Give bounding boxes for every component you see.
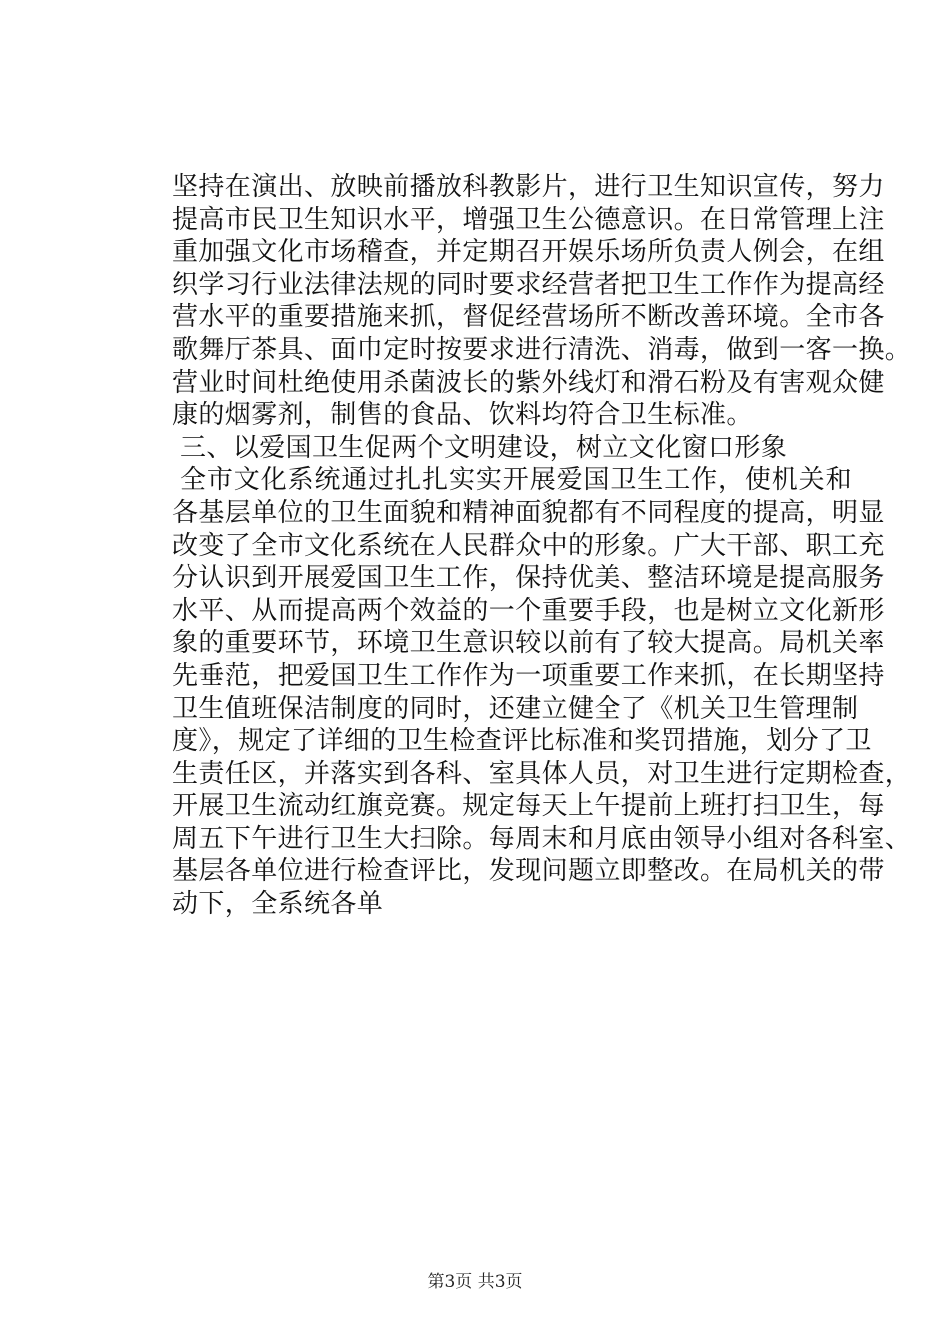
text-line-2: 提高市民卫生知识水平，增强卫生公德意识。在日常管理上注 xyxy=(172,204,885,235)
section-heading: 三、以爱国卫生促两个文明建设，树立文化窗口形象 xyxy=(180,432,788,463)
text-line-23: 动下，全系统各单 xyxy=(172,889,384,920)
text-line-7: 营业时间杜绝使用杀菌波长的紫外线灯和滑石粉及有害观众健 xyxy=(172,367,885,398)
page-footer xyxy=(0,1272,950,1292)
text-line-18: 度》，规定了详细的卫生检查评比标准和奖罚措施，划分了卫 xyxy=(172,726,872,757)
document-body xyxy=(172,171,912,921)
text-line-11: 各基层单位的卫生面貌和精神面貌都有不同程度的提高，明显 xyxy=(172,497,885,528)
text-line-5: 营水平的重要措施来抓，督促经营场所不断改善环境。全市各 xyxy=(172,302,885,333)
page-number-label: 第3页 共3页 xyxy=(427,1272,523,1292)
text-line-10: 全市文化系统通过扎扎实实开展爱国卫生工作，使机关和 xyxy=(180,465,852,496)
text-line-8: 康的烟雾剂，制售的食品、饮料均符合卫生标准。 xyxy=(172,400,753,431)
text-line-21: 周五下午进行卫生大扫除。每周末和月底由领导小组对各科室、 xyxy=(172,823,912,854)
text-line-15: 象的重要环节，环境卫生意识较以前有了较大提高。局机关率 xyxy=(172,628,885,659)
text-line-14: 水平、从而提高两个效益的一个重要手段，也是树立文化新形 xyxy=(172,595,885,626)
text-line-12: 改变了全市文化系统在人民群众中的形象。广大干部、职工充 xyxy=(172,530,885,561)
text-line-20: 开展卫生流动红旗竞赛。规定每天上午提前上班打扫卫生，每 xyxy=(172,791,885,822)
text-line-19: 生责任区，并落实到各科、室具体人员，对卫生进行定期检查， xyxy=(172,758,912,789)
text-line-4: 织学习行业法律法规的同时要求经营者把卫生工作作为提高经 xyxy=(172,269,885,300)
text-line-16: 先垂范，把爱国卫生工作作为一项重要工作来抓，在长期坚持 xyxy=(172,660,885,691)
text-line-6: 歌舞厅茶具、面巾定时按要求进行清洗、消毒，做到一客一换。 xyxy=(172,334,912,365)
text-line-3: 重加强文化市场稽查，并定期召开娱乐场所负责人例会，在组 xyxy=(172,237,885,268)
text-line-1: 坚持在演出、放映前播放科教影片，进行卫生知识宣传，努力 xyxy=(172,172,885,202)
text-line-22: 基层各单位进行检查评比，发现问题立即整改。在局机关的带 xyxy=(172,856,885,887)
text-line-13: 分认识到开展爱国卫生工作，保持优美、整洁环境是提高服务 xyxy=(172,563,885,594)
text-line-17: 卫生值班保洁制度的同时，还建立健全了《机关卫生管理制 xyxy=(172,693,859,724)
